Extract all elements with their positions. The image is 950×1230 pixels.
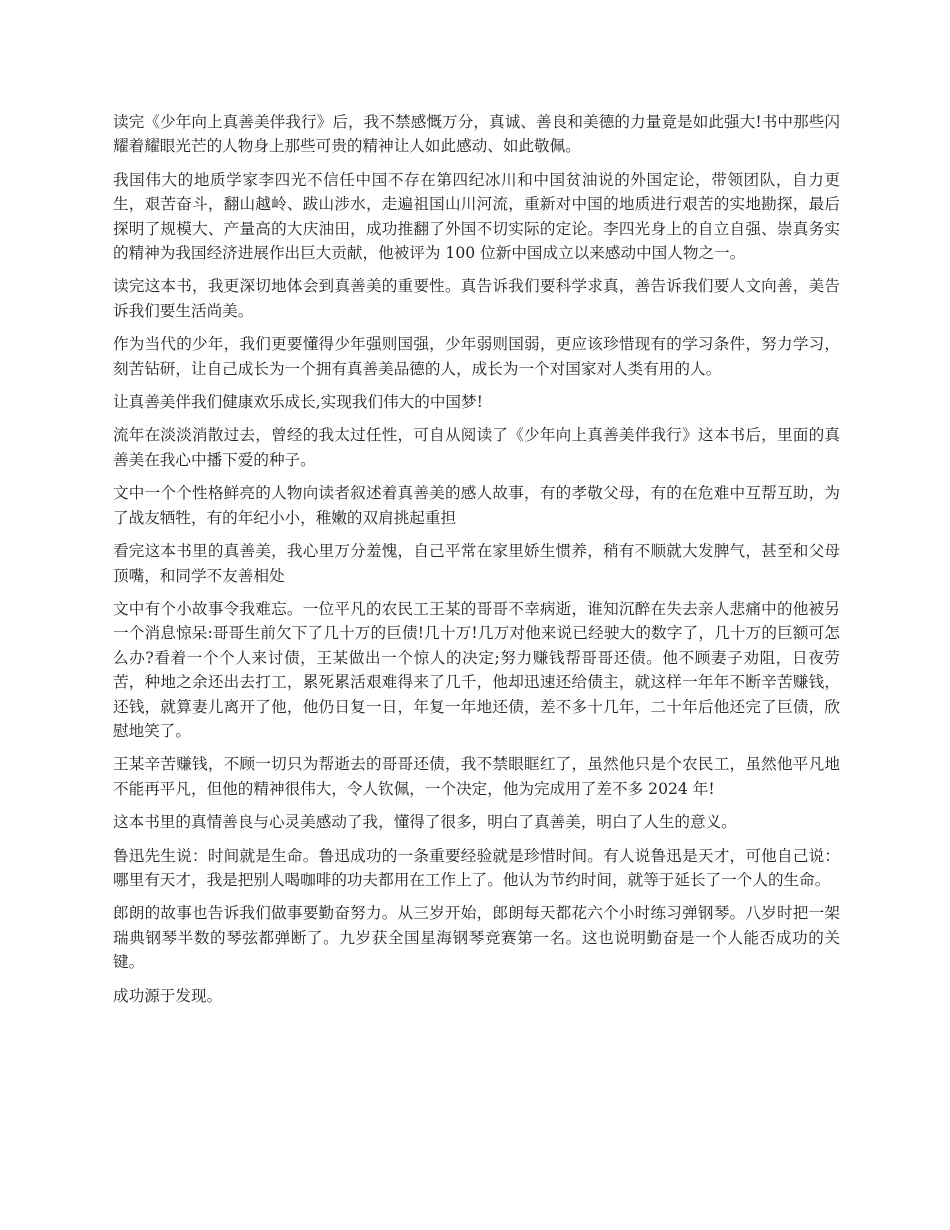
paragraph-9: 文中有个小故事令我难忘。一位平凡的农民工王某的哥哥不幸病逝，谁知沉醉在失去亲人悲痛中的他被另一个消息惊呆:哥哥生前欠下了几十万的巨债!几十万!几万对他来说已经驶大的数字了，几十万的巨额可怎么办?看着一个个人来讨债，王某做出一个惊人的决定;努力赚钱帮哥哥还债。他不顾妻子劝阻，日夜劳苦，种地之余还出去打工，累死累活艰难得来了几千，他却迅速还给债主，就这样一年年不断辛苦赚钱，还钱，就算妻儿离开了他，他仍日复一日，年复一年地还债，差不多十几年，二十年后他还完了巨债，欣慰地笑了。 bbox=[113, 599, 840, 740]
document-body bbox=[113, 110, 840, 1017]
paragraph-12: 鲁迅先生说：时间就是生命。鲁迅成功的一条重要经验就是珍惜时间。有人说鲁迅是天才，可他自己说：哪里有天才，我是把别人喝咖啡的功夫都用在工作上了。他认为节约时间，就等于延长了一个人的生命。 bbox=[113, 846, 840, 889]
paragraph-3: 读完这本书，我更深切地体会到真善美的重要性。真告诉我们要科学求真，善告诉我们要人文向善，美告诉我们要生活尚美。 bbox=[113, 277, 840, 320]
paragraph-10: 王某辛苦赚钱，不顾一切只为帮逝去的哥哥还债，我不禁眼眶红了，虽然他只是个农民工，虽然他平凡地不能再平凡，但他的精神很伟大，令人钦佩，一个决定，他为完成用了差不多 2024 年! bbox=[113, 755, 840, 798]
paragraph-4: 作为当代的少年，我们更要懂得少年强则国强，少年弱则国弱，更应该珍惜现有的学习条件，努力学习，刻苦钻研，让自己成长为一个拥有真善美品德的人，成长为一个对国家对人类有用的人。 bbox=[113, 335, 840, 378]
paragraph-7: 文中一个个性格鲜亮的人物向读者叙述着真善美的感人故事，有的孝敬父母，有的在危难中互帮互助，为了战友牺牲，有的年纪小小，稚嫩的双肩挑起重担 bbox=[113, 484, 840, 527]
paragraph-14: 成功源于发现。 bbox=[113, 986, 223, 1005]
paragraph-1: 读完《少年向上真善美伴我行》后，我不禁感慨万分，真诚、善良和美德的力量竟是如此强大!书中那些闪耀着耀眼光芒的人物身上那些可贵的精神让人如此感动、如此敬佩。 bbox=[113, 113, 840, 156]
paragraph-11: 这本书里的真情善良与心灵美感动了我，懂得了很多，明白了真善美，明白了人生的意义。 bbox=[113, 813, 737, 832]
paragraph-6: 流年在淡淡消散过去，曾经的我太过任性，可自从阅读了《少年向上真善美伴我行》这本书后，里面的真善美在我心中播下爱的种子。 bbox=[113, 426, 840, 469]
paragraph-2: 我国伟大的地质学家李四光不信任中国不存在第四纪冰川和中国贫油说的外国定论，带领团队，自力更生，艰苦奋斗，翻山越岭、跋山涉水，走遍祖国山川河流，重新对中国的地质进行艰苦的实地勘探，最后探明了规模大、产量高的大庆油田，成功推翻了外国不切实际的定论。李四光身上的自立自强、崇真务实的精神为我国经济进展作出巨大贡献，他被评为 100 位新中国成立以来感动中国人物之一。 bbox=[113, 170, 840, 263]
paragraph-13: 郎朗的故事也告诉我们做事要勤奋努力。从三岁开始，郎朗每天都花六个小时练习弹钢琴。八岁时把一架瑞典钢琴半数的琴弦都弹断了。九岁获全国星海钢琴竞赛第一名。这也说明勤奋是一个人能否成功的关键。 bbox=[113, 904, 840, 972]
paragraph-8: 看完这本书里的真善美，我心里万分羞愧，自己平常在家里娇生惯养，稍有不顺就大发脾气，甚至和父母顶嘴，和同学不友善相处 bbox=[113, 542, 840, 585]
paragraph-5: 让真善美伴我们健康欢乐成长,实现我们伟大的中国梦! bbox=[113, 393, 483, 412]
